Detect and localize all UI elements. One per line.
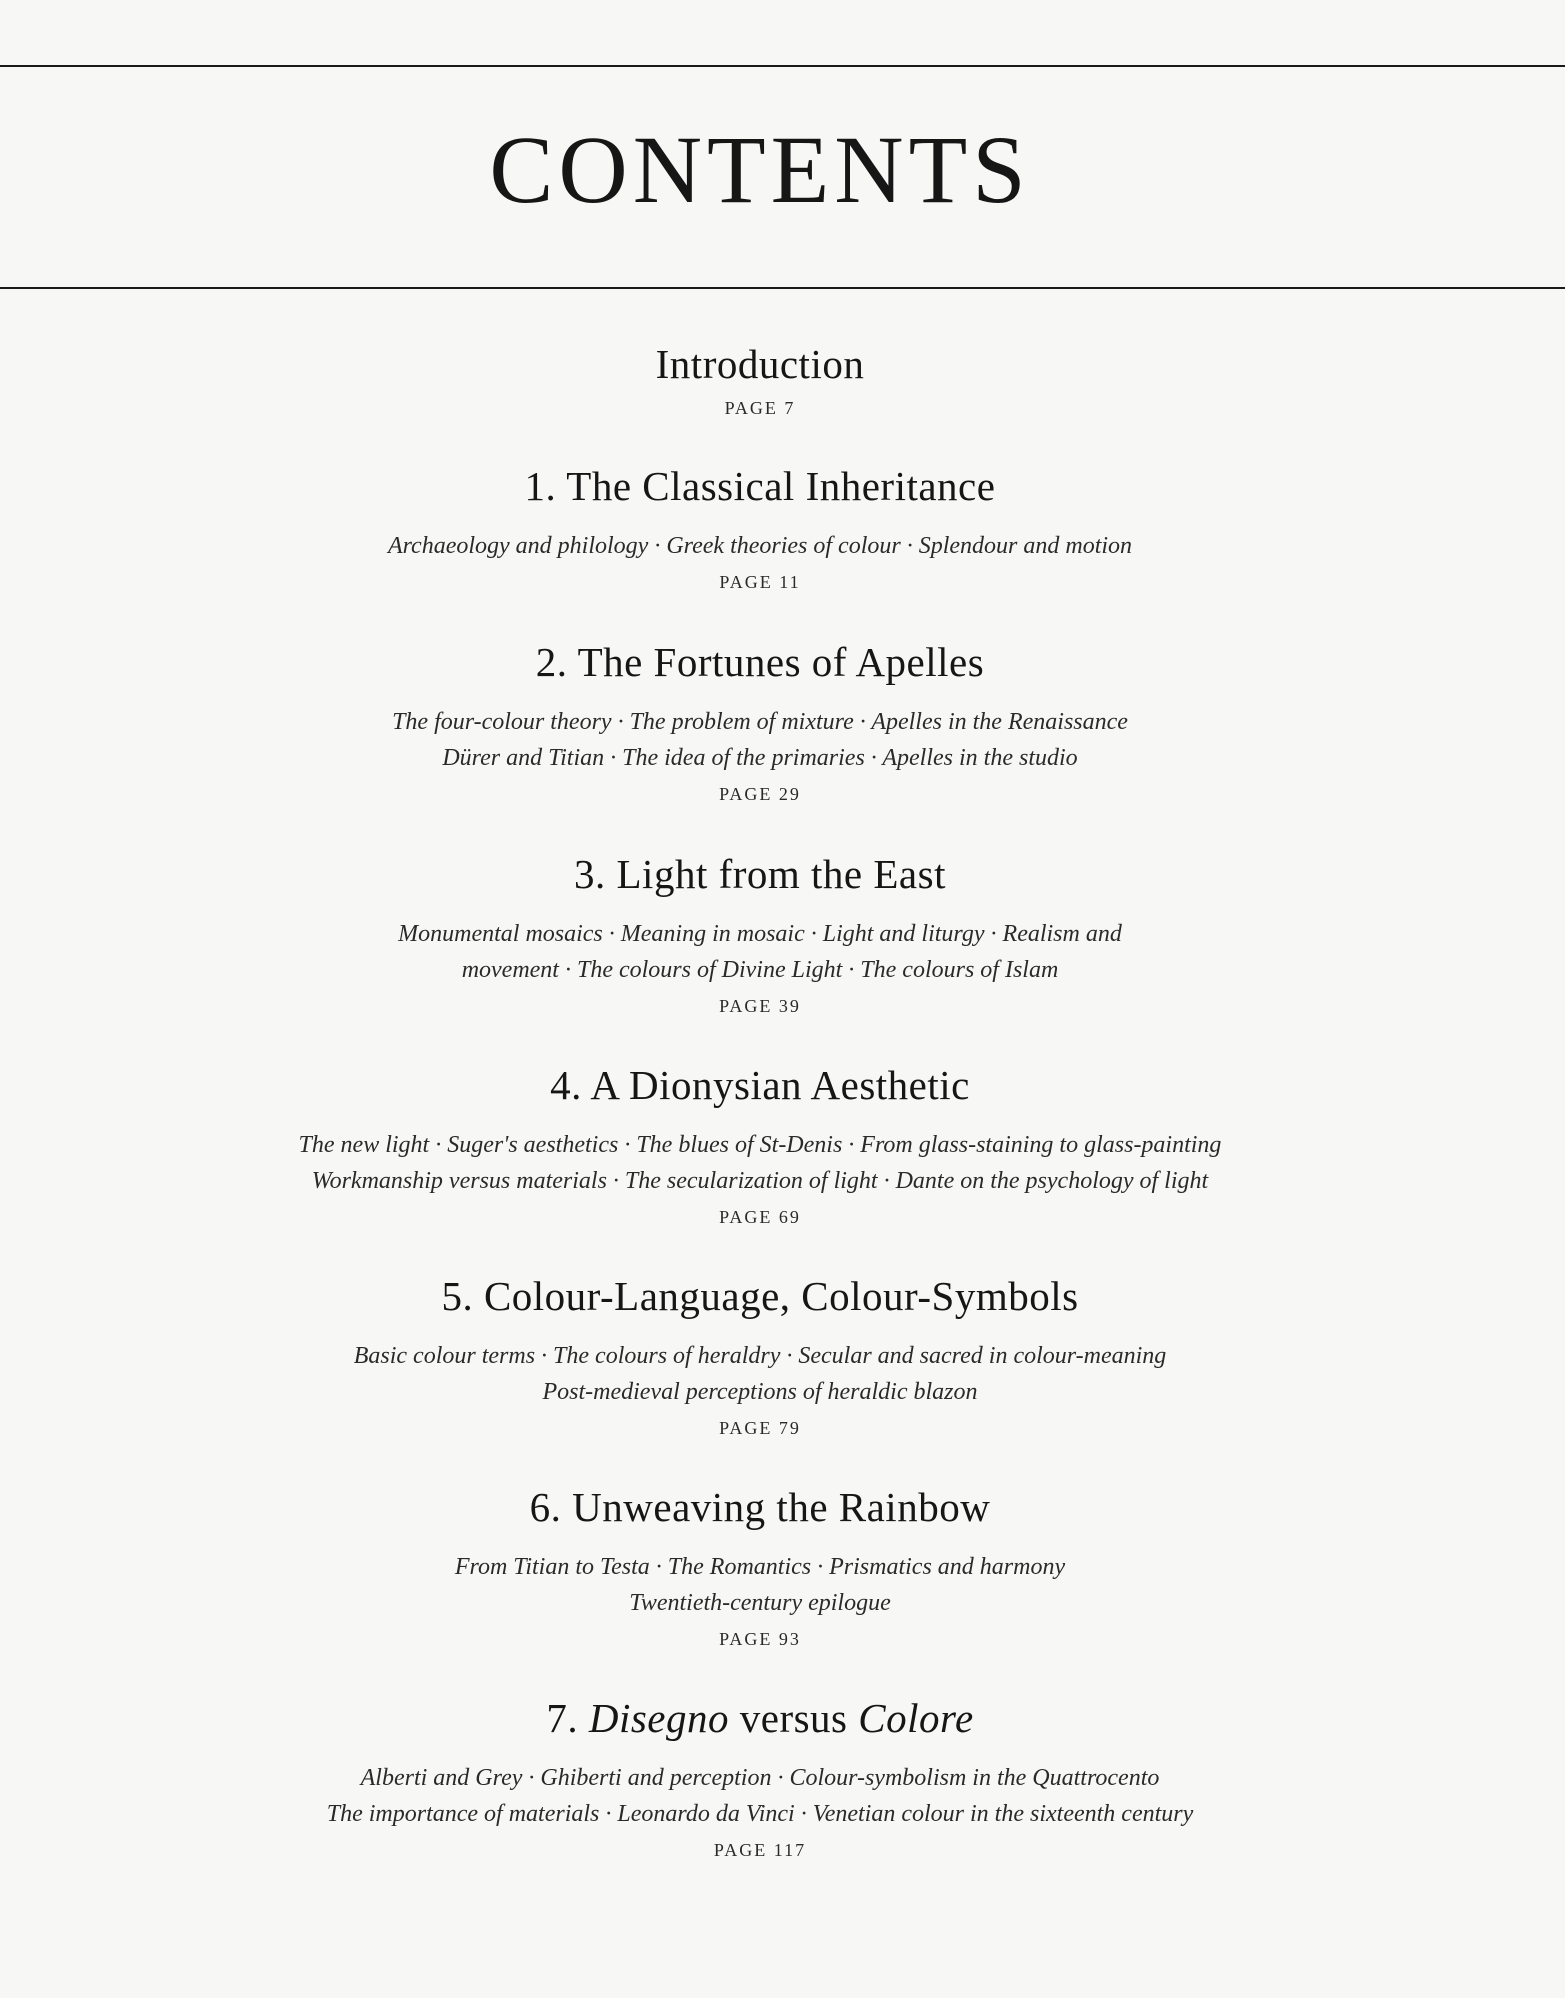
toc-entry-number: 1. — [524, 463, 557, 509]
toc-entry-subtopic-line: Archaeology and philology · Greek theories of colour · Splendour and motion — [387, 533, 1133, 559]
toc-entry-subtopics — [0, 1549, 1520, 1621]
toc-entry-4 — [0, 1061, 1520, 1231]
toc-entry-subtopic-line: Monumental mosaics · Meaning in mosaic · Light and liturgy · Realism and — [398, 921, 1122, 947]
toc-entry-title — [0, 1272, 1520, 1320]
toc-entry-6 — [0, 1483, 1520, 1653]
toc-entry-page: PAGE 93 — [719, 1629, 801, 1649]
toc-entry-3 — [0, 850, 1520, 1020]
toc-entry-number: 2. — [535, 639, 568, 685]
toc-entry-number: 5. — [441, 1273, 474, 1319]
toc-entry-subtopic-line: Alberti and Grey · Ghiberti and perception · Colour-symbolism in the Quattrocento — [360, 1765, 1160, 1791]
toc-entry-subtopics — [0, 916, 1520, 988]
toc-entry-title-text: Introduction — [655, 341, 865, 387]
toc-entry-number: 4. — [550, 1062, 582, 1108]
toc-entry-page: PAGE 29 — [719, 784, 801, 804]
toc-entry-title-text: Unweaving the Rainbow — [572, 1484, 991, 1530]
toc-entry-page: PAGE 117 — [713, 1840, 807, 1860]
toc-entry-title-text: The Fortunes of Apelles — [577, 639, 985, 685]
toc-entry-number: 7. — [546, 1695, 579, 1741]
toc-entry-title-text: versus — [739, 1695, 848, 1741]
toc-entry-subtopic-line: Twentieth-century epilogue — [629, 1590, 891, 1616]
toc-entry-5 — [0, 1272, 1520, 1442]
toc-entry-subtopic-line: From Titian to Testa · The Romantics · Prismatics and harmony — [454, 1554, 1066, 1580]
toc-entry-title-text: A Dionysian Aesthetic — [590, 1062, 970, 1108]
toc-entry-subtopic-line: Workmanship versus materials · The secularization of light · Dante on the psychology of light — [311, 1168, 1209, 1194]
toc-entry-subtopics — [0, 1338, 1520, 1410]
page-title: CONTENTS — [489, 116, 1031, 223]
bottom-rule — [0, 287, 1565, 289]
toc-entry-number: 3. — [574, 851, 606, 897]
toc-entry-page: PAGE 7 — [724, 398, 796, 418]
toc-entry-subtopic-line: The importance of materials · Leonardo da Vinci · Venetian colour in the sixteenth century — [326, 1801, 1194, 1827]
toc-entry-title-italic: Disegno — [588, 1695, 729, 1741]
toc-entry-subtopic-line: The four-colour theory · The problem of mixture · Apelles in the Renaissance — [392, 709, 1128, 735]
toc-entry-title — [0, 850, 1520, 898]
toc-entry-introduction — [0, 340, 1520, 422]
toc-entry-subtopics — [0, 1127, 1520, 1199]
toc-entry-title — [0, 462, 1520, 510]
top-rule — [0, 65, 1565, 67]
toc-entry-title — [0, 340, 1520, 388]
toc-entry-subtopics — [0, 1760, 1520, 1832]
toc-entry-number: 6. — [529, 1484, 562, 1530]
toc-entry-title-text: Colour-Language, Colour-Symbols — [483, 1273, 1079, 1319]
toc-entry-page: PAGE 39 — [719, 996, 801, 1016]
toc-entry-page: PAGE 11 — [719, 572, 801, 592]
toc-entry-title-text: Light from the East — [616, 851, 946, 897]
toc-entry-page: PAGE 69 — [719, 1207, 801, 1227]
toc-entry-subtopic-line: Dürer and Titian · The idea of the primaries · Apelles in the studio — [442, 745, 1078, 771]
toc-entry-title — [0, 638, 1520, 686]
toc-entry-title — [0, 1061, 1520, 1109]
toc-entry-page: PAGE 79 — [719, 1418, 801, 1438]
toc-entry-title-italic: Colore — [858, 1695, 974, 1741]
toc-entry-subtopics — [0, 704, 1520, 776]
toc-entry-subtopic-line: The new light · Suger's aesthetics · The blues of St-Denis · From glass-staining to glass-painting — [298, 1132, 1222, 1158]
toc-entry-title — [0, 1694, 1520, 1742]
toc-entry-title — [0, 1483, 1520, 1531]
toc-entry-subtopic-line: Post-medieval perceptions of heraldic blazon — [542, 1379, 978, 1405]
toc-entry-subtopic-line: movement · The colours of Divine Light · The colours of Islam — [461, 957, 1059, 983]
toc-entry-7 — [0, 1694, 1520, 1864]
toc-entry-1 — [0, 462, 1520, 596]
toc-entry-title-text: The Classical Inheritance — [566, 463, 996, 509]
toc-entry-subtopics — [0, 528, 1520, 564]
toc-entry-subtopic-line: Basic colour terms · The colours of heraldry · Secular and sacred in colour-meaning — [353, 1343, 1167, 1369]
toc-entry-2 — [0, 638, 1520, 808]
